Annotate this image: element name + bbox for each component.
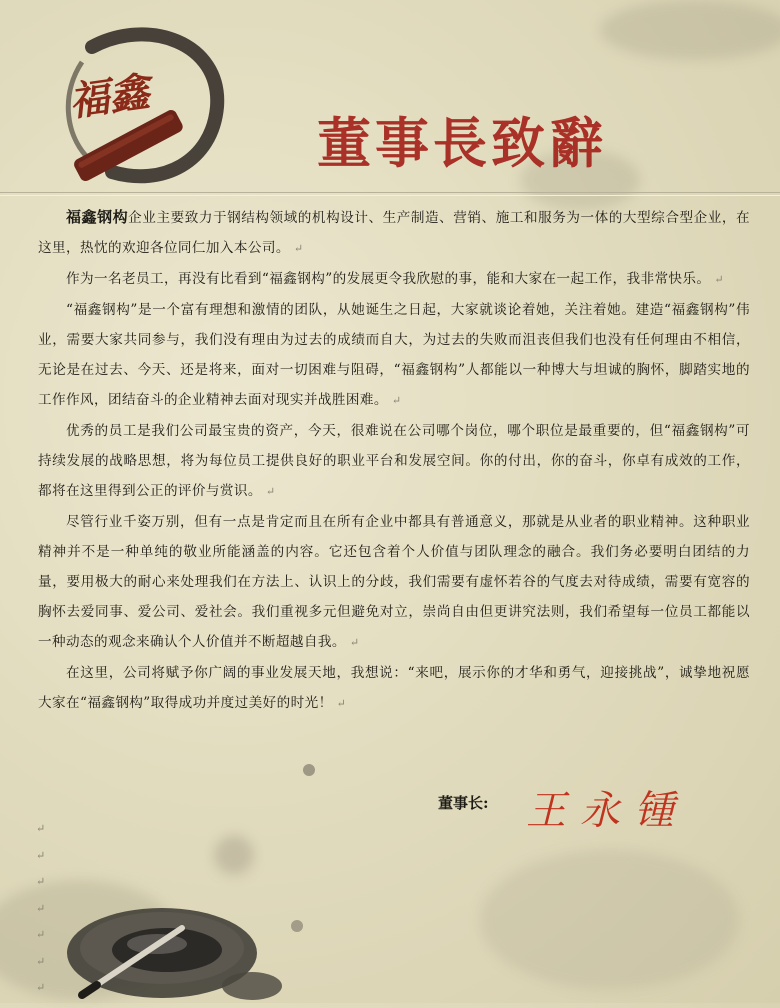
ink-wash-top-right (600, 0, 780, 60)
paragraph-2 (38, 264, 750, 295)
paragraph-3-text: “福鑫钢构”是一个富有理想和激情的团队，从她诞生之日起，大家就谈论着她，关注着她。建造“福鑫钢构”伟业，需要大家共同参与，我们没有理由为过去的成绩而自大，为过去的失败而沮丧但我们也没有任何理由不相信，无论是在过去、今天、还是将来，面对一切困难与阻碍，“福鑫钢构”人都能以一种博大与坦诚的胸怀，脚踏实地的工作作风，团结奋斗的企业精神去面对现实并战胜困难。 (38, 302, 750, 408)
paragraph-5 (38, 507, 750, 658)
paragraph-mark: ↵ (349, 636, 360, 649)
signature-label: 董事长: (438, 794, 489, 812)
paragraph-mark: ↵ (36, 848, 46, 862)
paragraph-mark: ↵ (36, 875, 46, 888)
paragraph-mark: ↵ (391, 394, 402, 407)
paragraph-3 (38, 295, 750, 416)
signature-name: 王永锺 (526, 788, 688, 834)
ink-dot-small (303, 764, 315, 776)
signature-block (438, 780, 698, 840)
ink-wash-bottom-right (480, 850, 740, 990)
paragraph-mark: ↵ (714, 273, 725, 286)
paragraph-mark: ↵ (36, 928, 46, 941)
paragraph-mark: ↵ (293, 242, 304, 255)
paragraph-mark: ↵ (36, 822, 46, 835)
ink-dot-small (291, 920, 303, 932)
paragraph-4-text: 优秀的员工是我们公司最宝贵的资产，今天，很难说在公司哪个岗位，哪个职位是最重要的，但“福鑫钢构”可持续发展的战略思想，将为每位员工提供良好的职业平台和发展空间。你的付出，你的奋斗，你卓有成效的工作，都将在这里得到公正的评价与赏识。 (38, 423, 750, 499)
paragraph-4 (38, 416, 750, 507)
paragraph-mark: ↵ (265, 485, 276, 498)
paragraph-mark: ↵ (336, 697, 347, 710)
paragraph-mark: ↵ (36, 901, 46, 915)
empty-paragraph-marks (36, 822, 45, 1008)
brand-name: 福鑫钢构 (66, 208, 129, 226)
paragraph-6-text: 在这里，公司将赋予你广阔的事业发展天地，我想说：“来吧，展示你的才华和勇气，迎接挑战”，诚挚地祝愿大家在“福鑫钢构”取得成功并度过美好的时光！ (38, 665, 750, 711)
title-text: 董事長致辭 (317, 111, 607, 175)
paragraph-1-text: 企业主要致力于钢结构领域的机构设计、生产制造、营销、施工和服务为一体的大型综合型企业，在这里，热忱的欢迎各位同仁加入本公司。 (38, 210, 750, 256)
paragraph-2-text: 作为一名老员工，再没有比看到“福鑫钢构”的发展更令我欣慰的事，能和大家在一起工作，我非常快乐。 (66, 271, 711, 287)
paragraph-5-text: 尽管行业千姿万别，但有一点是肯定而且在所有企业中都具有普通意义，那就是从业者的职业精神。这种职业精神并不是一种单纯的敬业所能涵盖的内容。它还包含着个人价值与团队理念的融合。我们务必要明白团结的力量，要用极大的耐心来处理我们在方法上、认识上的分歧，我们需要有虚怀若谷的气度去对待成绩，需要有宽容的胸怀去爱同事、爱公司、爱社会。我们重视多元但避免对立，崇尚自由但更讲究法则，我们希望每一位员工都能以一种动态的观念来确认个人价值并不断超越自我。 (38, 514, 750, 650)
company-logo (52, 22, 227, 192)
handwritten-signature (522, 780, 698, 834)
paragraph-6 (38, 658, 750, 719)
inkstone-decoration (52, 868, 282, 1003)
letter-body (38, 202, 750, 719)
header-divider (0, 192, 780, 193)
paragraph-1 (38, 202, 750, 264)
paragraph-mark: ↵ (36, 981, 46, 994)
paragraph-mark: ↵ (36, 954, 46, 968)
chairman-address-title (315, 100, 645, 190)
header-divider-highlight (0, 195, 780, 196)
logo-text: 福鑫 (66, 67, 153, 126)
